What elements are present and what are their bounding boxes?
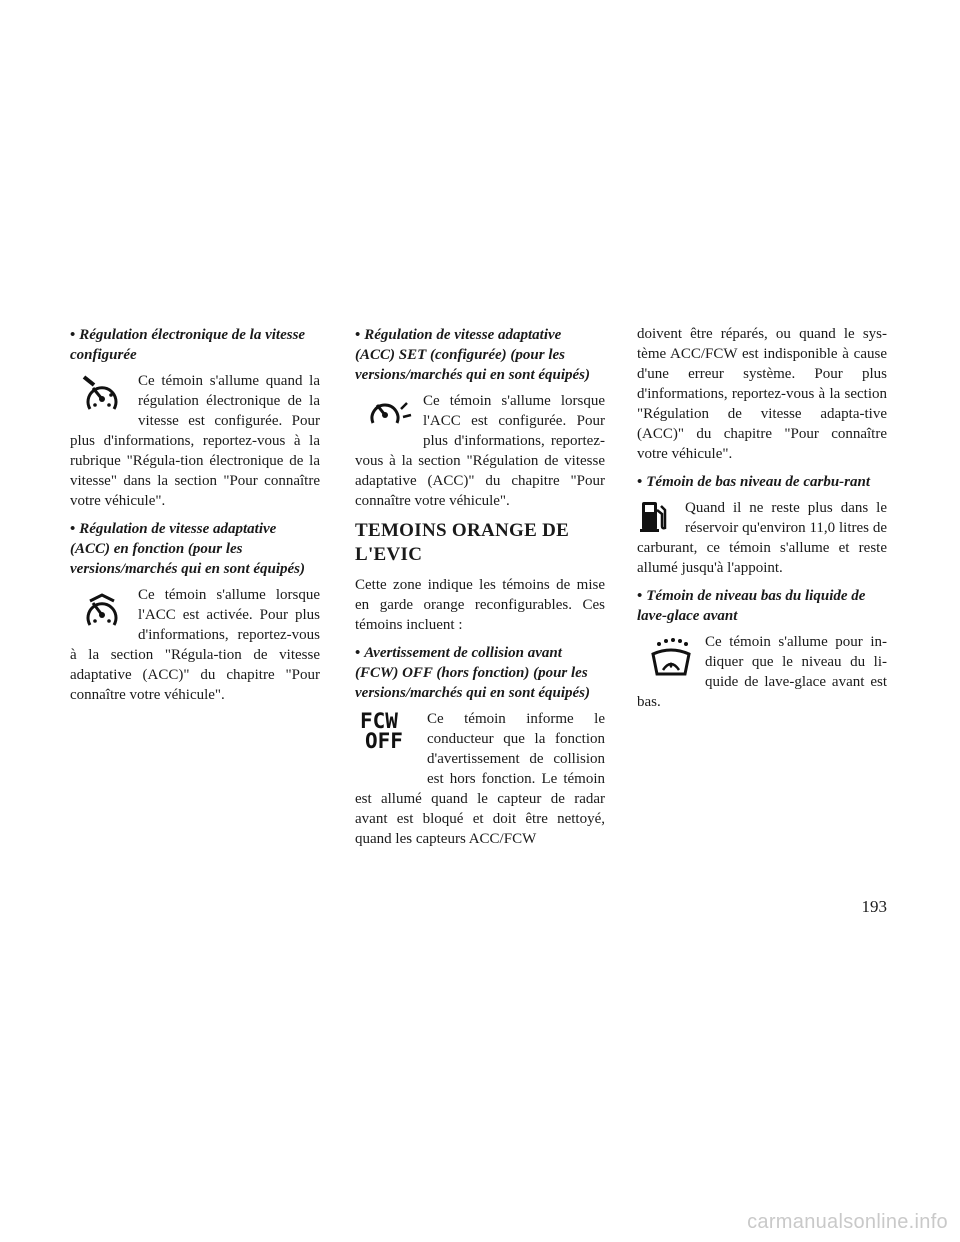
- item-text-fcw-off: FCW OFF Ce témoin informe le conducteur que la fonction d'avertissement de collision est hors fonction. Le témoin est allumé quand le capteur de radar avant est bloqué et doit être nettoyé, quand les capteurs ACC/FCW: [355, 709, 605, 847]
- column-1: [70, 325, 320, 713]
- item-text-low-fuel: Quand il ne reste plus dans le réservoir qu'environ 11,0 litres de carburant, ce témoin s'allume et reste allumé jusqu'à l'appoint.: [637, 500, 887, 576]
- adaptive-cruise-set-icon: [355, 391, 423, 451]
- item-text-acc-active: Ce témoin s'allume lorsque l'ACC est activée. Pour plus d'informations, reportez-vous à la section "Régula-tion de vitesse adaptative (ACC)" du chapitre "Pour connaître votre véhicule".: [70, 587, 320, 703]
- column-3: [637, 324, 887, 720]
- item-title-fcw-off: • Avertissement de collision avant (FCW) OFF (hors fonction) (pour les versions/marchés qui en sont équipés): [355, 645, 591, 701]
- item-text-acc-set: Ce témoin s'allume lorsque l'ACC est configurée. Pour plus d'informations, reportez-vous à la section "Régulation de vitesse adaptative (ACC)" du chapitre "Pour connaître votre véhicule".: [355, 393, 605, 509]
- item-text-washer-fluid: Ce témoin s'allume pour in-diquer que le niveau du li-quide de lave-glace avant est bas.: [637, 634, 887, 710]
- item-text-cruise-set: Ce témoin s'allume quand la régulation électronique de la vitesse est configurée. Pour plus d'informations, reportez-vous à la rubrique "Régula-tion électronique de la vitesse" dans la section "Pour connaître votre véhicule".: [70, 373, 320, 509]
- section-heading: TEMOINS ORANGE DE L'EVIC: [355, 520, 570, 565]
- item-title-acc-set: • Régulation de vitesse adaptative (ACC) SET (configurée) (pour les versions/marchés qui en sont équipés): [355, 327, 591, 383]
- fcw-continuation-text: doivent être réparés, ou quand le sys-tème ACC/FCW est indisponible à cause d'une erreur système. Pour plus d'informations, reportez-vous à la section "Régulation de vitesse adapta-tive (ACC)" du chapitre "Pour connaître votre véhicule".: [637, 326, 887, 462]
- section-intro: Cette zone indique les témoins de mise en garde orange reconfigurables. Ces témoins incluent :: [355, 577, 605, 633]
- item-title-washer-fluid: • Témoin de niveau bas du liquide de lave-glace avant: [637, 588, 866, 624]
- cruise-control-set-icon: [70, 371, 138, 431]
- washer-fluid-icon: [637, 632, 705, 692]
- watermark: carmanualsonline.info: [747, 1211, 948, 1233]
- fcw-off-icon: FCW OFF: [360, 709, 403, 753]
- item-title-acc-active: • Régulation de vitesse adaptative (ACC) en fonction (pour les versions/marchés qui en sont équipés): [70, 521, 306, 577]
- page-number: 193: [861, 897, 887, 916]
- adaptive-cruise-active-icon: [70, 585, 138, 645]
- fuel-pump-icon: [637, 498, 685, 538]
- item-title-low-fuel: • Témoin de bas niveau de carbu-rant: [637, 474, 871, 490]
- column-2: [355, 325, 605, 857]
- item-title-cruise-set: • Régulation électronique de la vitesse configurée: [70, 327, 306, 363]
